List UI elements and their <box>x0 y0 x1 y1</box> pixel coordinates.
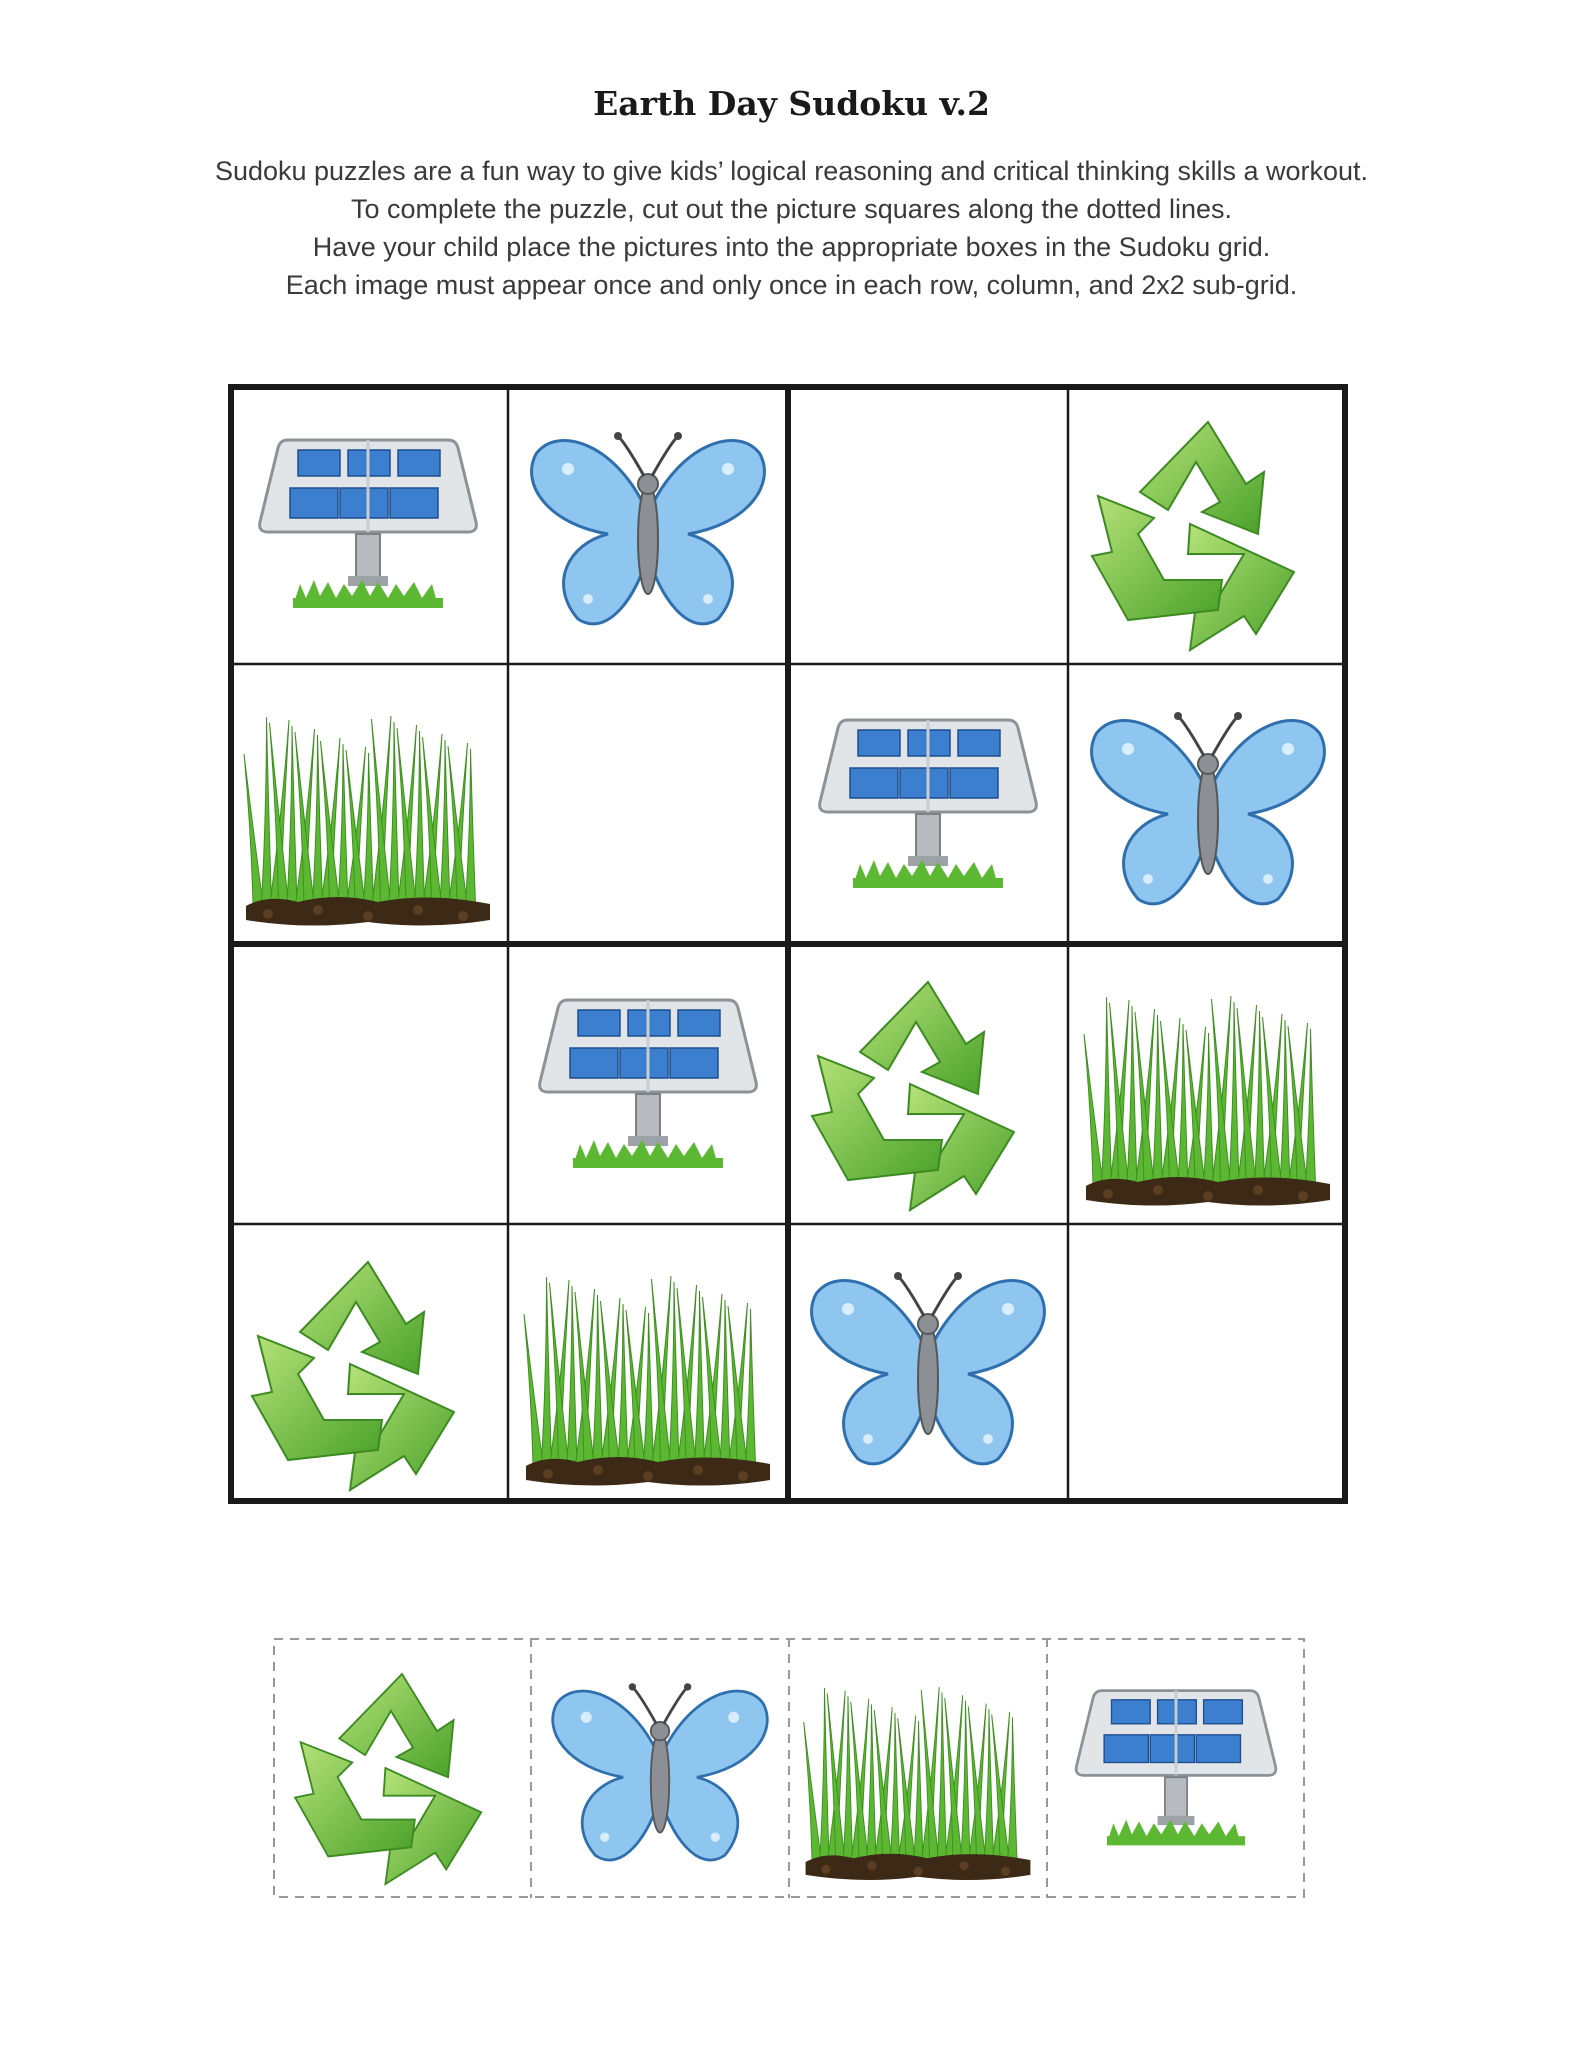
cutout-solar-panel[interactable] <box>1047 1638 1305 1898</box>
grid-cell-butterfly <box>788 1224 1068 1504</box>
recycle-icon <box>1068 384 1348 664</box>
solar-panel-icon <box>788 664 1068 944</box>
recycle-icon <box>273 1638 531 1898</box>
grid-cell-empty[interactable] <box>228 944 508 1224</box>
butterfly-icon <box>1068 664 1348 944</box>
grid-cell-grass <box>508 1224 788 1504</box>
grid-cell-recycle <box>228 1224 508 1504</box>
instruction-line: Sudoku puzzles are a fun way to give kids’ logical reasoning and critical thinking skills a workout. <box>214 156 1369 186</box>
instructions <box>0 152 1583 304</box>
grid-cell-butterfly <box>1068 664 1348 944</box>
grass-icon <box>1068 944 1348 1224</box>
solar-panel-icon <box>228 384 508 664</box>
butterfly-icon <box>508 384 788 664</box>
grid-cell-butterfly <box>508 384 788 664</box>
grid-cell-grass <box>228 664 508 944</box>
cutout-strip <box>273 1638 1305 1898</box>
grid-cell-solar-panel <box>228 384 508 664</box>
solar-panel-icon <box>1047 1638 1305 1898</box>
grid-cell-empty[interactable] <box>508 664 788 944</box>
cutout-butterfly[interactable] <box>531 1638 789 1898</box>
cutout-recycle[interactable] <box>273 1638 531 1898</box>
instruction-line: Each image must appear once and only once in each row, column, and 2x2 sub-grid. <box>285 270 1298 300</box>
grid-cell-recycle <box>1068 384 1348 664</box>
grid-cell-solar-panel <box>508 944 788 1224</box>
cutout-grass[interactable] <box>789 1638 1047 1898</box>
grass-icon <box>228 664 508 944</box>
grid-cell-empty[interactable] <box>1068 1224 1348 1504</box>
sudoku-grid <box>228 384 1348 1504</box>
grid-cell-empty[interactable] <box>788 384 1068 664</box>
butterfly-icon <box>531 1638 789 1898</box>
grid-cell-grass <box>1068 944 1348 1224</box>
grid-cell-solar-panel <box>788 664 1068 944</box>
recycle-icon <box>788 944 1068 1224</box>
page-title: Earth Day Sudoku v.2 <box>593 84 990 123</box>
solar-panel-icon <box>508 944 788 1224</box>
instruction-line: Have your child place the pictures into the appropriate boxes in the Sudoku grid. <box>312 232 1271 262</box>
butterfly-icon <box>788 1224 1068 1504</box>
grid-cell-recycle <box>788 944 1068 1224</box>
grass-icon <box>789 1638 1047 1898</box>
grass-icon <box>508 1224 788 1504</box>
recycle-icon <box>228 1224 508 1504</box>
instruction-line: To complete the puzzle, cut out the picture squares along the dotted lines. <box>350 194 1233 224</box>
